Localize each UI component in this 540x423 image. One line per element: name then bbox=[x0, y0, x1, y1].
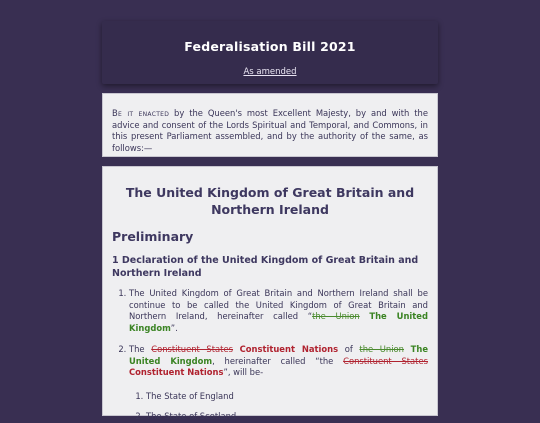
act-title: The United Kingdom of Great Britain and Northern Ireland bbox=[125, 185, 415, 217]
as-amended-link[interactable]: As amended bbox=[243, 67, 297, 77]
bill-title: Federalisation Bill 2021 bbox=[184, 39, 356, 54]
subsection-text: ”. bbox=[170, 322, 178, 333]
inserted-text: Constituent Nations bbox=[239, 344, 339, 354]
section-heading: 1 Declaration of the United Kingdom of Great Britain and Northern Ireland bbox=[112, 255, 419, 279]
subsection-text: , hereinafter called “the bbox=[212, 355, 344, 366]
enacting-smallcaps: Be it enacted bbox=[112, 108, 170, 118]
subsection-text: ”, will be- bbox=[223, 367, 264, 377]
nested-item: 1. The State of England bbox=[146, 391, 428, 403]
bill-header bbox=[102, 21, 438, 84]
nested-item: 2. The State of Scotland bbox=[146, 411, 428, 423]
deleted-text: the Union bbox=[312, 311, 360, 321]
subsection-list bbox=[112, 288, 428, 423]
inserted-text: The United Kingdom bbox=[129, 344, 428, 366]
subsection-1 bbox=[129, 288, 428, 334]
subsection-text: The bbox=[129, 344, 152, 354]
bill-body bbox=[102, 166, 438, 421]
inserted-text: The United Kingdom bbox=[129, 311, 428, 333]
nested-list bbox=[129, 391, 428, 423]
part-heading: Preliminary bbox=[112, 229, 194, 244]
enacting-text: by the Queen's most Excellent Majesty, by and with the advice and consent of the Lords Spiritual and Temporal, and Commons, in this present Parliament assembled, and by the authority of the same, as follows:— bbox=[112, 108, 428, 153]
subsection-text: The United Kingdom of Great Britain and Northern Ireland shall be continue to be called the United Kingdom of Great Britain and Northern Ireland, hereinafter called “ bbox=[129, 288, 428, 321]
deleted-text: Constituent States bbox=[151, 344, 233, 354]
inserted-text: Constituent Nations bbox=[129, 367, 224, 377]
deleted-text: Constituent States bbox=[343, 355, 428, 366]
subsection-2 bbox=[129, 344, 428, 423]
subsection-text: of bbox=[338, 344, 360, 354]
deleted-text: the Union bbox=[359, 344, 404, 354]
enacting-formula bbox=[102, 93, 438, 157]
